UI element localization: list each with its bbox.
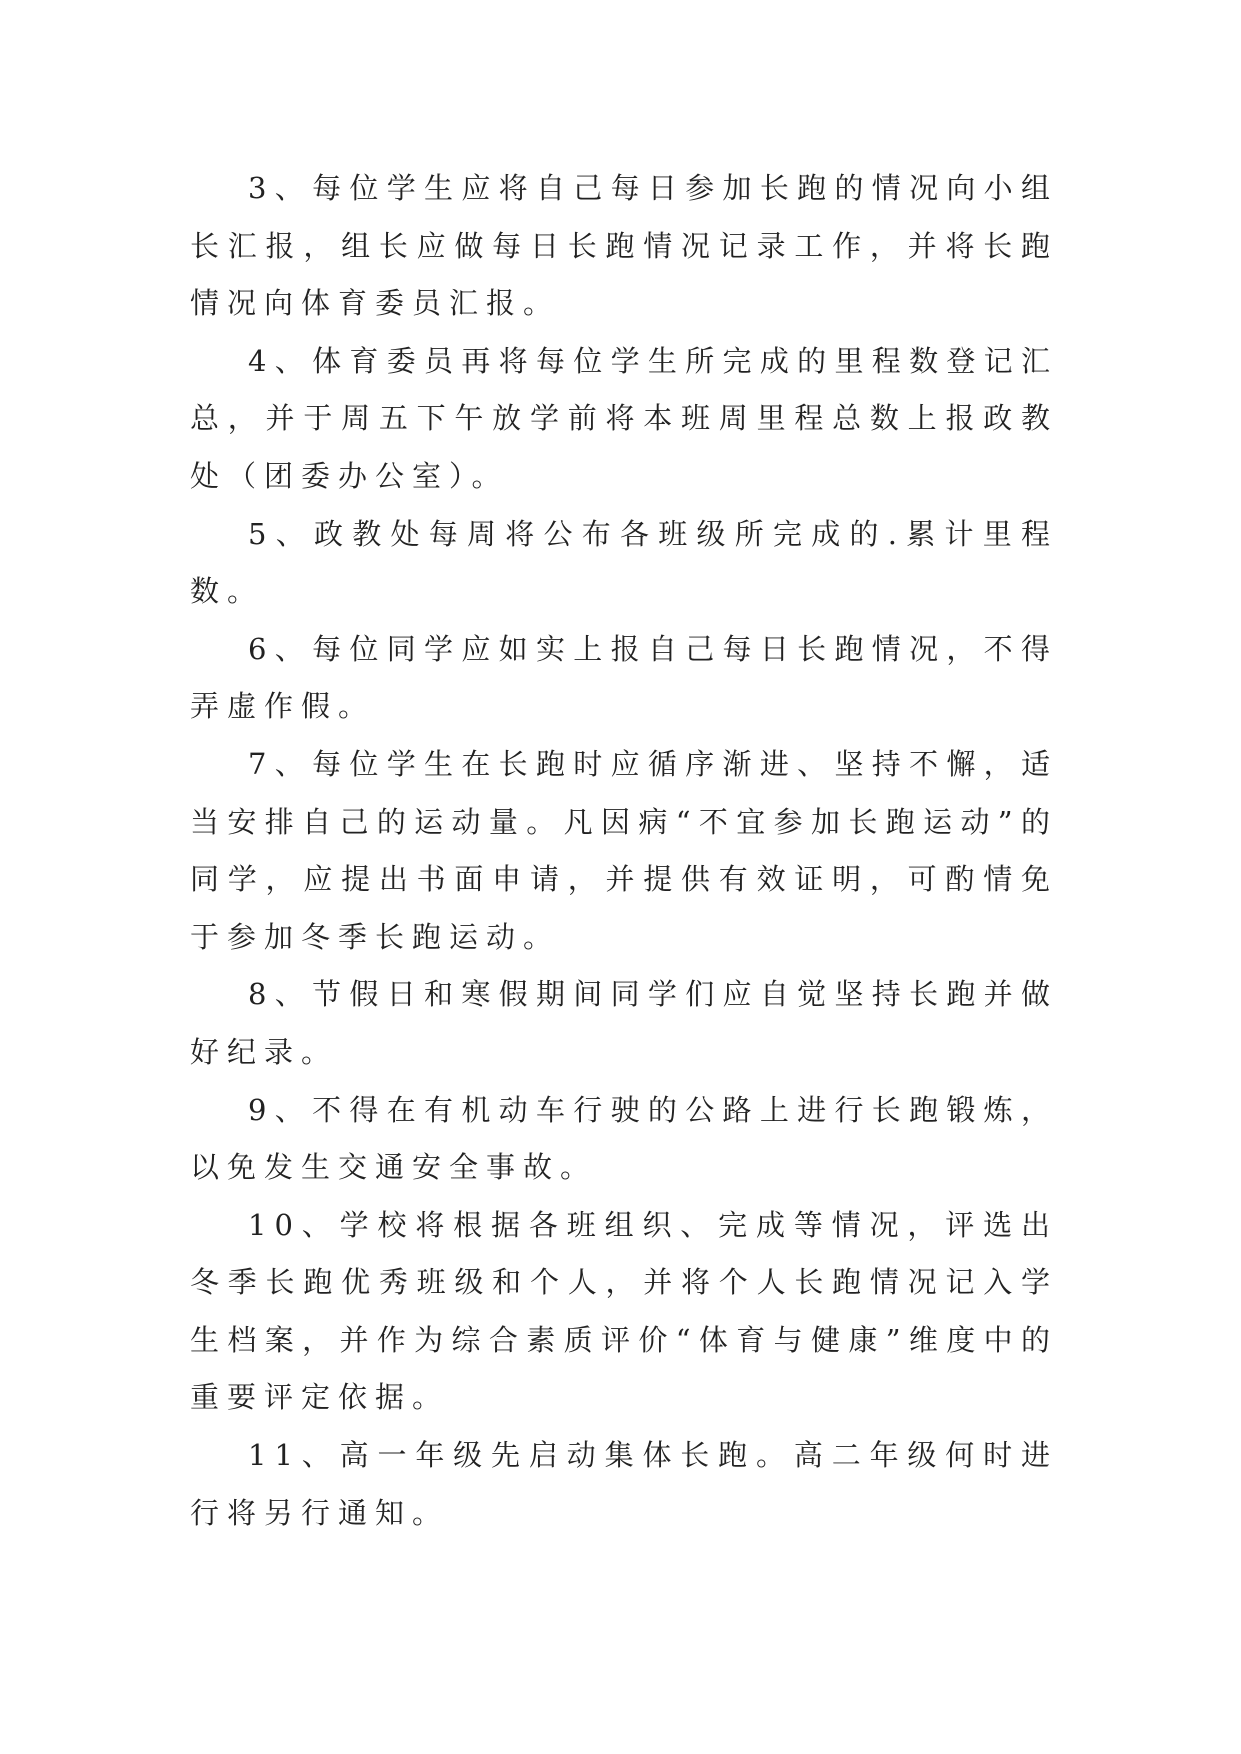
rule-item-6: 6、每位同学应如实上报自己每日长跑情况，不得弄虚作假。 [190,631,1058,724]
rule-item-3: 3、每位学生应将自己每日参加长跑的情况向小组长汇报，组长应做每日长跑情况记录工作，并将长跑情况向体育委员汇报。 [190,171,1058,321]
rule-item-4: 4、体育委员再将每位学生所完成的里程数登记汇总，并于周五下午放学前将本班周里程总数上报政教处（团委办公室）。 [190,343,1058,493]
rule-item-5: 5、政教处每周将公布各班级所完成的.累计里程数。 [190,516,1058,609]
rule-item-7: 7、每位学生在长跑时应循序渐进、坚持不懈，适当安排自己的运动量。凡因病“不宜参加长跑运动”的同学，应提出书面申请，并提供有效证明，可酌情免于参加冬季长跑运动。 [190,746,1058,954]
rule-item-10: 10、学校将根据各班组织、完成等情况，评选出冬季长跑优秀班级和个人，并将个人长跑情况记入学生档案，并作为综合素质评价“体育与健康”维度中的重要评定依据。 [190,1207,1058,1415]
rule-item-9: 9、不得在有机动车行驶的公路上进行长跑锻炼，以免发生交通安全事故。 [190,1092,1058,1185]
rule-item-8: 8、节假日和寒假期间同学们应自觉坚持长跑并做好纪录。 [190,977,1058,1069]
rule-item-11: 11、高一年级先启动集体长跑。高二年级何时进行将另行通知。 [190,1438,1058,1530]
document-body [190,160,1058,1542]
